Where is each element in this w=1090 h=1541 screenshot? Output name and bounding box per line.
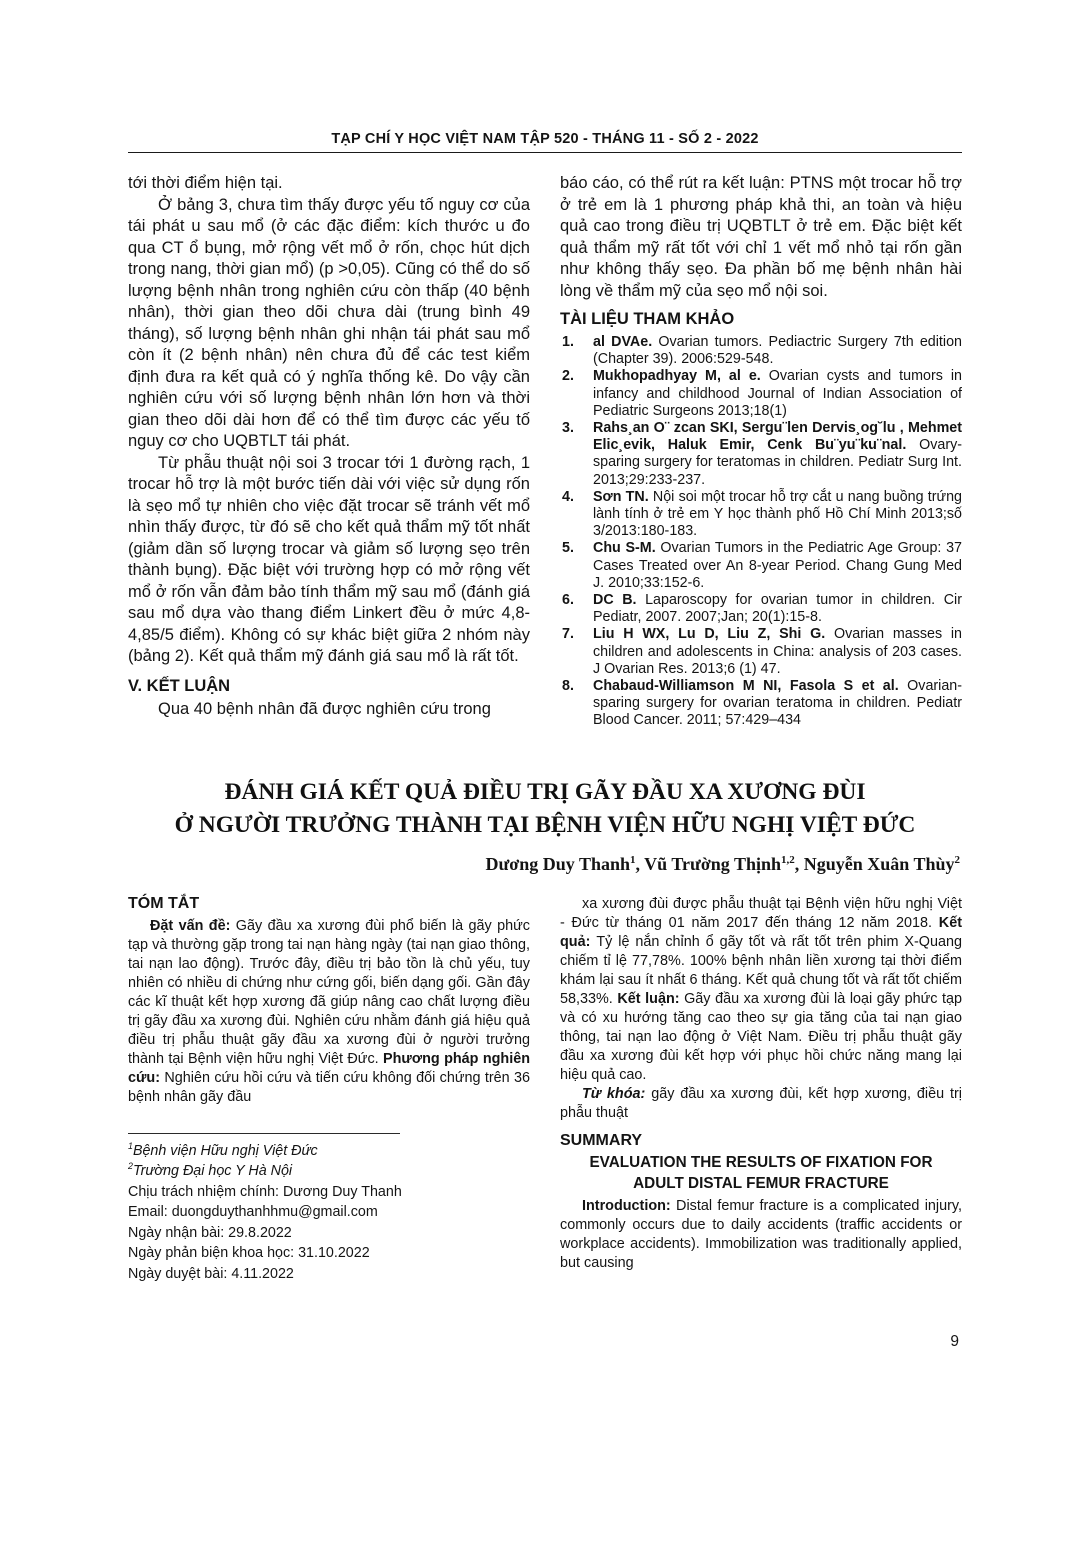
reference-number: 2. <box>562 368 574 385</box>
reference-authors: Mukhopadhyay M, al e. <box>593 368 769 385</box>
reference-text <box>593 678 962 730</box>
reference-citation: Ovarian tumors. Pediactric Surgery 7th edition (Chapter 39). 2006:529-548. <box>593 334 962 368</box>
abstract-heading: TÓM TẮT <box>128 894 200 912</box>
reference-authors: Chabaud-Williamson M NI, Fasola S et al. <box>593 678 908 695</box>
reference-number: 5. <box>562 540 574 557</box>
reference-text <box>593 489 962 541</box>
conclusion-heading: V. KẾT LUẬN <box>128 676 231 695</box>
journal-header <box>128 0 962 153</box>
article1-right-column <box>560 173 962 730</box>
reference-item <box>560 368 962 420</box>
abstract-paragraph-1: Đặt vấn đề: Gãy đầu xa xương đùi phổ biến là gãy phức tạp và thường gặp trong tai nạn hàng ngày (tai nạn giao thông, tai nạn lao động). Trước đây, điều trị bảo tồn là chủ yếu, tuy nhiên có nhiều di chứng như cứng gối, biến dạng gối. Gần đây các kĩ thuật kết hợp xương đã giúp nâng cao chất lượng điều trị gãy đầu xa xương đùi. Nghiên cứu nhằm đánh giá hiệu quả điều trị phẫu thuật gãy đầu xa xương đùi ở người trưởng thành tại Bệnh viện hữu nghị Việt Đức. Phương pháp nghiên cứu: Nghiên cứu hồi cứu và tiến cứu không đối chứng trên 36 bệnh nhân gãy đầu <box>128 917 531 1105</box>
summary-heading: SUMMARY <box>560 1131 643 1149</box>
reference-number: 7. <box>562 626 574 643</box>
reference-authors: Chu S-M. <box>593 540 661 557</box>
journal-header-title: TẠP CHÍ Y HỌC VIỆT NAM TẬP 520 - THÁNG 11 - SỐ 2 - 2022 <box>331 131 759 147</box>
reference-number: 8. <box>562 678 574 695</box>
reference-item <box>560 626 962 678</box>
article1-paragraph-1: tới thời điểm hiện tại. <box>128 174 283 192</box>
article2-body <box>128 895 962 1285</box>
reference-citation: Laparoscopy for ovarian tumor in children. Cir Pediatr, 2007. 2007;Jan; 20(1):15-8. <box>593 592 962 626</box>
reference-authors: Rahs¸an O¨ zcan SKI, Sergu¨len Dervis¸og˘lu , Mehmet Elic¸evik, Haluk Emir, Cenk Bu¨yu¨ku¨nal. <box>593 420 962 454</box>
references-list <box>560 334 962 730</box>
article1-paragraph-5: báo cáo, có thể rút ra kết luận: PTNS một trocar hỗ trợ ở trẻ em là 1 phương pháp khả thi, an toàn và hiệu quả cao trong điều trị UQBTLT ở trẻ em. Đặc biệt kết quả thẩm mỹ rất tốt với chỉ 1 vết mổ nhỏ tại rốn gần như không thấy sẹo. Đa phần bố mẹ bệnh nhân hài lòng về thẩm mỹ của sẹo mổ nội soi. <box>560 174 962 300</box>
reference-text <box>593 368 962 420</box>
reference-item <box>560 420 962 489</box>
footnote-block <box>128 1133 530 1285</box>
reference-number: 3. <box>562 420 574 437</box>
references-heading: TÀI LIỆU THAM KHẢO <box>560 310 735 328</box>
reference-number: 1. <box>562 334 574 350</box>
article2-section <box>128 776 962 1285</box>
reference-text <box>593 420 962 489</box>
reference-text <box>593 334 962 368</box>
article1-paragraph-3: Từ phẫu thuật nội soi 3 trocar tới 1 đường rạch, 1 trocar hỗ trợ là một bước tiến dài với việc sử dụng rốn là sẹo mổ tự nhiên cho việc đặt trocar sẽ tránh vết mổ nhìn thấy được, từ đó sẽ cho kết quả thẩm mỹ tốt nhất (giảm dần số lượng trocar và giảm số lượng sẹo trên thành bụng). Đặc biệt với trường hợp có mở rộng vết mổ ở rốn vẫn đảm bảo tính thẩm mỹ sau mổ (đánh giá sau mổ dựa vào thang điểm Linkert đều ở mức 4,8-4,85/5 điểm). Không có sự khác biệt giữa 2 nhóm này (bảng 2). Kết quả thẩm mỹ đánh giá sau mổ là rất tốt. <box>128 453 530 665</box>
footnote-received-date: Ngày nhận bài: 29.8.2022 <box>128 1224 292 1241</box>
keywords-line: Từ khóa: gãy đầu xa xương đùi, kết hợp xương, điều trị phẫu thuật <box>560 1085 962 1121</box>
summary-title: EVALUATION THE RESULTS OF FIXATION FOR ADULT DISTAL FEMUR FRACTURE <box>589 1153 933 1192</box>
reference-citation: Ovary-sparing surgery for teratomas in children. Pediatr Surg Int. 2013;29:233-237. <box>593 437 962 488</box>
footnote-email: Email: duongduythanhhmu@gmail.com <box>128 1204 378 1221</box>
reference-citation: Ovarian Tumors in the Pediatric Age Group: 37 Cases Treated over An 8-year Period. Chang Gung Med J. 2010;33:152-6. <box>593 540 962 591</box>
reference-item <box>560 334 962 368</box>
article1-section <box>128 173 962 730</box>
footnote-divider <box>128 1133 400 1134</box>
article2-left-column <box>128 895 530 1285</box>
reference-citation: Ovarian masses in children and adolescents in China: analysis of 203 cases. J Ovarian Res. 2013;6 (1) 47. <box>593 626 962 677</box>
footnote-accepted-date: Ngày duyệt bài: 4.11.2022 <box>128 1265 294 1282</box>
reference-item <box>560 489 962 541</box>
reference-number: 6. <box>562 592 574 609</box>
reference-citation: Ovarian cysts and tumors in infancy and childhood Journal of Indian Association of Pediatric Surgeons 2013;18(1) <box>593 368 962 419</box>
article2-authors: Dương Duy Thanh$^1$, Vũ Trường Thịnh$^{1,2}$, Nguyễn Xuân Thùy$^2$ <box>485 853 960 874</box>
reference-number: 4. <box>562 488 574 505</box>
reference-text <box>593 540 962 592</box>
reference-authors: Liu H WX, Lu D, Liu Z, Shi G. <box>593 626 834 643</box>
article1-paragraph-2: Ở bảng 3, chưa tìm thấy được yếu tố nguy cơ của tái phát u sau mổ (ở các đặc điểm: kích thước u đo qua CT ổ bụng, mở rộng vết mổ ở rốn, chọc hút dịch trong nang, thời gian mổ) (p >0,05). Cũng có thể do số lượng bệnh nhân trong nghiên cứu còn thấp (40 bệnh nhân), thời gian theo dõi chưa dài (trung bình 49 tháng), số lượng bệnh nhân ghi nhận tái phát sau mổ còn ít (2 bệnh nhân) nên chưa đủ để các test kiểm định đưa ra kết quả có ý nghĩa thống kê. Do vậy cần nghiên cứu với số lượng bệnh nhân lớn hơn và thời gian theo dõi dài hơn để có thể tìm được các yếu tố nguy cơ cho UQBTLT tái phát. <box>128 195 530 450</box>
reference-item <box>560 678 962 730</box>
reference-authors: Sơn TN. <box>593 488 653 505</box>
article2-right-column <box>560 895 962 1285</box>
page-number: 9 <box>950 1333 959 1350</box>
reference-authors: DC B. <box>593 592 646 609</box>
footnote-affiliation-2: $^2$Trường Đại học Y Hà Nội <box>128 1161 293 1180</box>
footnote-review-date: Ngày phản biện khoa học: 31.10.2022 <box>128 1245 370 1262</box>
reference-item <box>560 592 962 626</box>
reference-citation: Ovarian-sparing surgery for ovarian teratoma in children. Pediatr Blood Cancer. 2011; 57:429–434 <box>593 678 962 729</box>
footnote-affiliation-1: $^1$Bệnh viện Hữu nghị Việt Đức <box>128 1140 318 1159</box>
article2-title-line2: Ở NGƯỜI TRƯỞNG THÀNH TẠI BỆNH VIỆN HỮU NGHỊ VIỆT ĐỨC <box>174 811 916 838</box>
header-divider <box>128 152 962 153</box>
article2-title <box>128 776 962 842</box>
reference-item <box>560 540 962 592</box>
summary-paragraph: Introduction: Distal femur fracture is a complicated injury, commonly occurs due to daily accidents (traffic accidents or workplace accidents). Immobilization was traditionally applied, but causing <box>560 1197 963 1271</box>
reference-text <box>593 592 962 626</box>
reference-text <box>593 626 962 678</box>
article2-title-line1: ĐÁNH GIÁ KẾT QUẢ ĐIỀU TRỊ GÃY ĐẦU XA XƯƠNG ĐÙI <box>224 778 866 805</box>
abstract-paragraph-2: xa xương đùi được phẫu thuật tại Bệnh viện hữu nghị Việt - Đức từ tháng 01 năm 2017 đến tháng 12 năm 2018. Kết quả: Tỷ lệ nắn chỉnh ổ gãy tốt và rất tốt trên phim X-Quang chiếm tỉ lệ 77,78%. 100% bệnh nhân liền xương tại thời điểm khám lại sau ít nhất 6 tháng. Kết quả chung tốt và rất tốt chiếm 58,33%. Kết luận: Gãy đầu xa xương đùi là loại gãy phức tạp và có xu hướng tăng cao theo sự gia tăng của tai nạn giao thông, tai nạn lao động ở Việt Nam. Điều trị phẫu thuật gãy đầu xa xương đùi kết hợp với phục hồi chức năng mang lại hiệu quả cao. <box>560 895 962 1083</box>
article1-left-column <box>128 173 530 730</box>
reference-authors: al DVAe. <box>593 334 659 350</box>
footnote-corresponding-author: Chịu trách nhiệm chính: Dương Duy Thanh <box>128 1183 402 1200</box>
article1-paragraph-4: Qua 40 bệnh nhân đã được nghiên cứu trong <box>158 699 491 718</box>
reference-citation: Nội soi một trocar hỗ trợ cắt u nang buồng trứng lành tính ở trẻ em Y học thành phố Hồ Chí Minh 2013;số 3/2013:180-183. <box>593 488 962 540</box>
